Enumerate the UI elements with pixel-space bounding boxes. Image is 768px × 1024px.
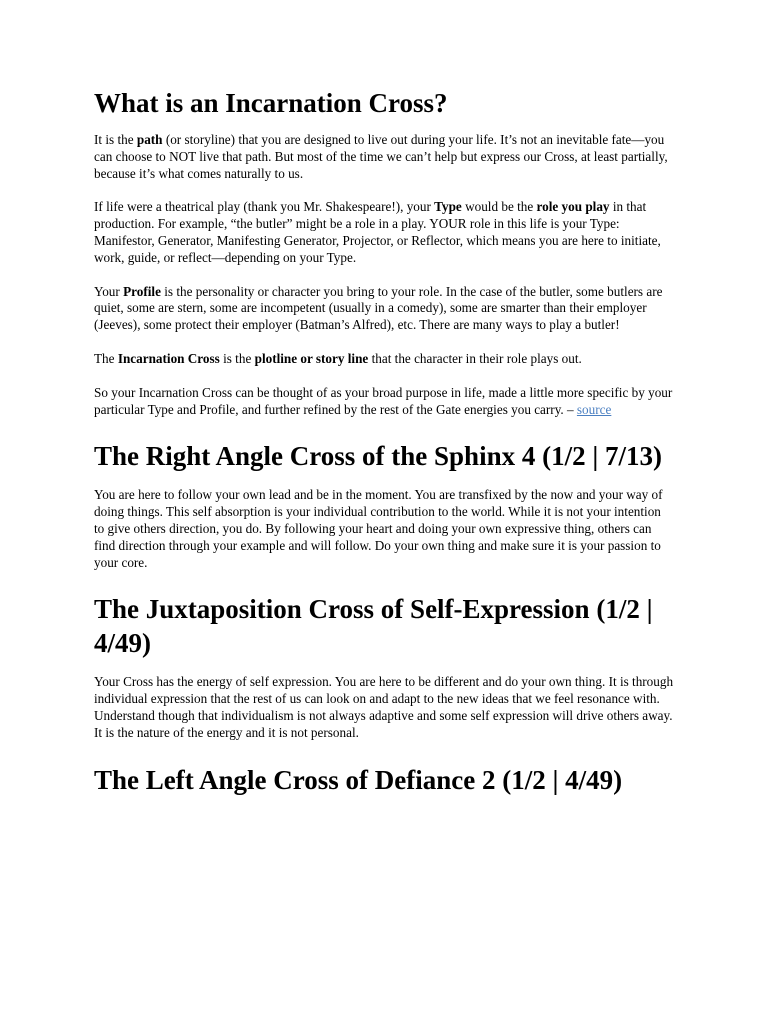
- paragraph-type: If life were a theatrical play (thank you Mr. Shakespeare!), your Type would be the role you play in that production. For example, “the butler” might be a role in a play. YOUR role in this life is your Type: Manifestor, Generator, Manifesting Generator, Projector, or Reflector, which means you are here to initiate, work, guide, or reflect—depending on your Type.: [94, 199, 661, 265]
- page-title: What is an Incarnation Cross?: [94, 88, 448, 118]
- paragraph-broad-purpose: So your Incarnation Cross can be thought of as your broad purpose in life, made a little more specific by your particular Type and Profile, and further refined by the rest of the Gate energies you carry. – source: [94, 384, 673, 417]
- paragraph-incarnation-cross: The Incarnation Cross is the plotline or story line that the character in their role plays out.: [94, 350, 582, 366]
- section-heading-sphinx: The Right Angle Cross of the Sphinx 4 (1/2 | 7/13): [94, 441, 663, 472]
- section-body-self-expression: Your Cross has the energy of self expression. You are here to be different and do your own thing. It is through individual expression that the rest of us can look on and adapt to the new ideas that we feel resonance with. Understand though that individualism is not always adaptive and some self expression will drive others away. It is the nature of the energy and it is not personal.: [94, 674, 674, 740]
- paragraph-profile: Your Profile is the personality or character you bring to your role. In the case of the butler, some butlers are quiet, some are stern, some are incompetent (usually in a comedy), some are smarter than their employer (Jeeves), some protect their employer (Batman’s Alfred), etc. There are many ways to play a butler!: [94, 283, 663, 333]
- section-heading-defiance: The Left Angle Cross of Defiance 2 (1/2 | 4/49): [94, 764, 623, 795]
- paragraph-path: It is the path (or storyline) that you are designed to live out during your life. It’s not an inevitable fate—you can choose to NOT live that path. But most of the time we can’t help but express our Cross, at least partially, because it’s what comes naturally to us.: [94, 132, 668, 181]
- source-link[interactable]: source: [576, 401, 612, 417]
- section-body-sphinx: You are here to follow your own lead and be in the moment. You are transfixed by the now and your way of doing things. This self absorption is your individual contribution to the world. While it is not your intention to give others direction, you do. By following your heart and doing your own expressive thing, others can find direction through your example and will follow. Do your own thing and make sure it is your passion to your core.: [94, 487, 663, 570]
- section-heading-self-expression: The Juxtaposition Cross of Self-Expression (1/2 | 4/49): [94, 594, 653, 659]
